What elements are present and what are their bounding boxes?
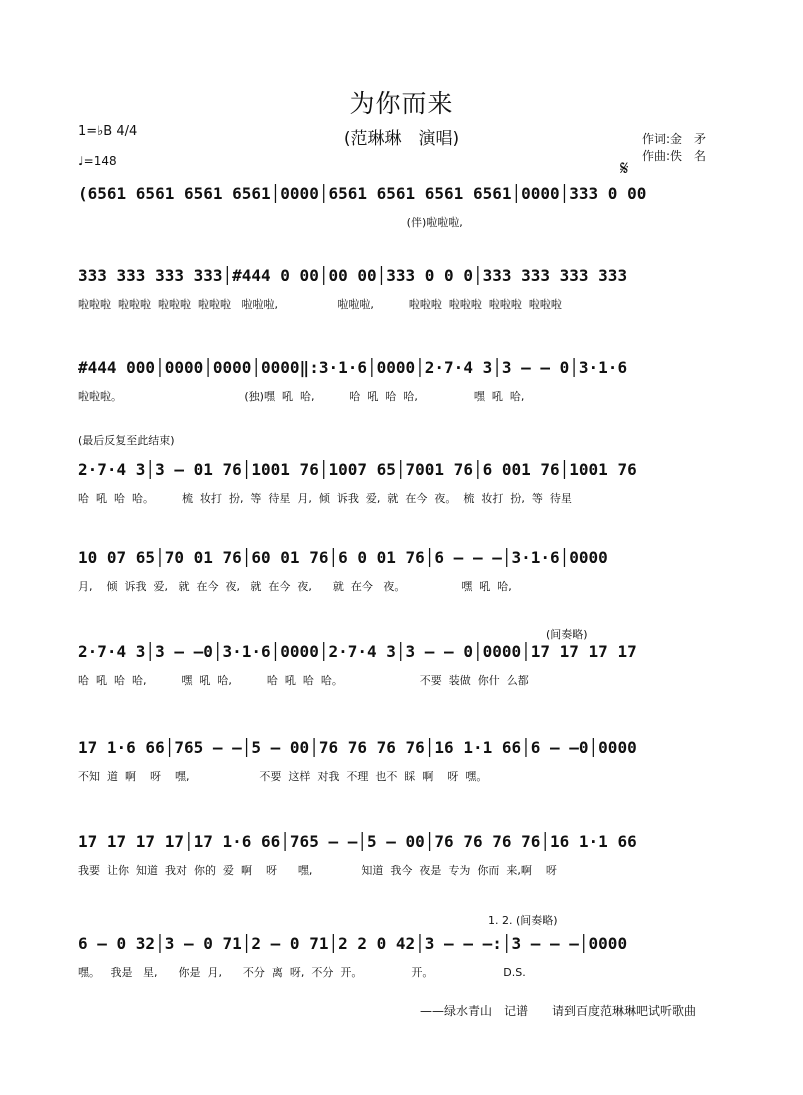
lyrics-line: 哈 吼 哈 哈。 梳 妆打 扮, 等 待星 月, 倾 诉我 爱, 就 在今 夜。 梳 妆打 扮, 等 待星 <box>78 492 572 505</box>
notes-line: 17 1·6 66│765 — —│5 — 00│76 76 76 76│16 1·1 66│6 — —0│0000 <box>78 738 637 757</box>
notes-line: 10 07 65│70 01 76│60 01 76│6 0 01 76│6 — — —│3·1·6│0000 <box>78 548 608 567</box>
lyrics-line: 嘿。 我是 星, 你是 月, 不分 离 呀, 不分 开。 开。 D.S. <box>78 966 526 979</box>
notes-line: 6 — 0 32│3 — 0 71│2 — 0 71│2 2 0 42│3 — — —:│3 — — —│0000 <box>78 934 628 953</box>
notes-line: 2·7·4 3│3 — 01 76│1001 76│1007 65│7001 76│6 001 76│1001 76 <box>78 460 637 479</box>
volta-and-interlude: 1. 2. (间奏略) <box>488 914 558 927</box>
performer-subtitle: (范琳琳 演唱) <box>343 129 460 149</box>
lyrics-line: 我要 让你 知道 我对 你的 爱 啊 呀 嘿, 知道 我今 夜是 专为 你而 来,啊 呀 <box>78 864 557 877</box>
lyrics-line: 哈 吼 哈 哈, 嘿 吼 哈, 哈 吼 哈 哈。 不要 装做 你什 么都 <box>78 674 529 687</box>
notes-line: (6561 6561 6561 6561│0000│6561 6561 6561 6561│0000│333 0 00 <box>78 184 647 203</box>
key-signature: 1=♭B 4/4 <box>78 124 138 139</box>
footer-credit: ——绿水青山 记谱 请到百度范琳琳吧试听歌曲 <box>420 1004 697 1018</box>
song-title: 为你而来 <box>349 89 454 118</box>
notes-line: 17 17 17 17│17 1·6 66│765 — —│5 — 00│76 76 76 76│16 1·1 66 <box>78 832 637 851</box>
lyricist-credit: 作词:金 矛 <box>642 132 707 146</box>
notes-line: 2·7·4 3│3 — —0│3·1·6│0000│2·7·4 3│3 — — 0│0000│17 17 17 17 <box>78 642 637 661</box>
lyrics-line: 啦啦啦。 (独)嘿 吼 哈, 哈 吼 哈 哈, 嘿 吼 哈, <box>78 390 525 403</box>
composer-credit: 作曲:佚 名 <box>642 149 707 163</box>
lyrics-line: 不知 道 啊 呀 嘿, 不要 这样 对我 不理 也不 睬 啊 呀 嘿。 <box>78 770 488 783</box>
lyrics-line: 月, 倾 诉我 爱, 就 在今 夜, 就 在今 夜, 就 在今 夜。 嘿 吼 哈, <box>78 580 512 593</box>
interlude-note: (间奏略) <box>546 628 588 641</box>
repeat-note: (最后反复至此结束) <box>78 434 175 447</box>
lyrics-line: (伴)啦啦啦, <box>78 216 463 229</box>
segno-icon: 𝄋 <box>620 156 629 180</box>
notes-line: 333 333 333 333│#444 0 00│00 00│333 0 0 0│333 333 333 333 <box>78 266 628 285</box>
lyrics-line: 啦啦啦 啦啦啦 啦啦啦 啦啦啦 啦啦啦, 啦啦啦, 啦啦啦 啦啦啦 啦啦啦 啦啦啦 <box>78 298 562 311</box>
tempo-marking: ♩=148 <box>78 154 117 168</box>
notes-line: #444 000│0000│0000│0000‖:3·1·6│0000│2·7·4 3│3 — — 0│3·1·6 <box>78 358 628 377</box>
